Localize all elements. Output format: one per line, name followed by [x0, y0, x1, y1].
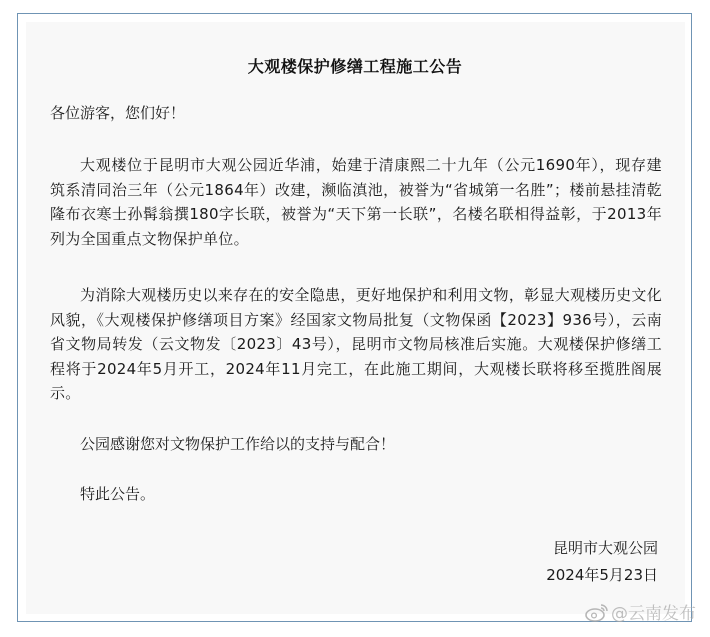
signature-date: 2024年5月23日: [546, 566, 658, 584]
weibo-watermark: [585, 599, 696, 624]
closing-line: 特此公告。: [80, 485, 156, 503]
weibo-icon: [585, 602, 609, 622]
notice-title: 大观楼保护修缮工程施工公告: [247, 57, 463, 76]
watermark-text: @云南发布: [611, 604, 696, 624]
thanks-line: 公园感谢您对文物保护工作给以的支持与配合！: [80, 435, 396, 453]
signature-organization: 昆明市大观公园: [552, 539, 658, 557]
paragraph-history: 大观楼位于昆明市大观公园近华浦，始建于清康熙二十九年（公元1690年），现存建筑系清同治三年（公元1864年）改建，濒临滇池，被誉为“省城第一名胜”；楼前悬挂清乾隆布衣寒士孙髯翁撰180字长联，被誉为“天下第一长联”，名楼名联相得益彰，于2013年列为全国重点文物保护单位。: [50, 156, 662, 248]
greeting: 各位游客，您们好！: [50, 104, 186, 122]
paragraph-construction: 为消除大观楼历史以来存在的安全隐患，更好地保护和利用文物，彰显大观楼历史文化风貌，《大观楼保护修缮项目方案》经国家文物局批复（文物保函【2023】936号），云南省文物局转发（云文物发〔2023〕43号），昆明市文物局核准后实施。大观楼保护修缮工程将于2024年5月开工，2024年11月完工，在此施工期间，大观楼长联将移至揽胜阁展示。: [50, 286, 662, 402]
